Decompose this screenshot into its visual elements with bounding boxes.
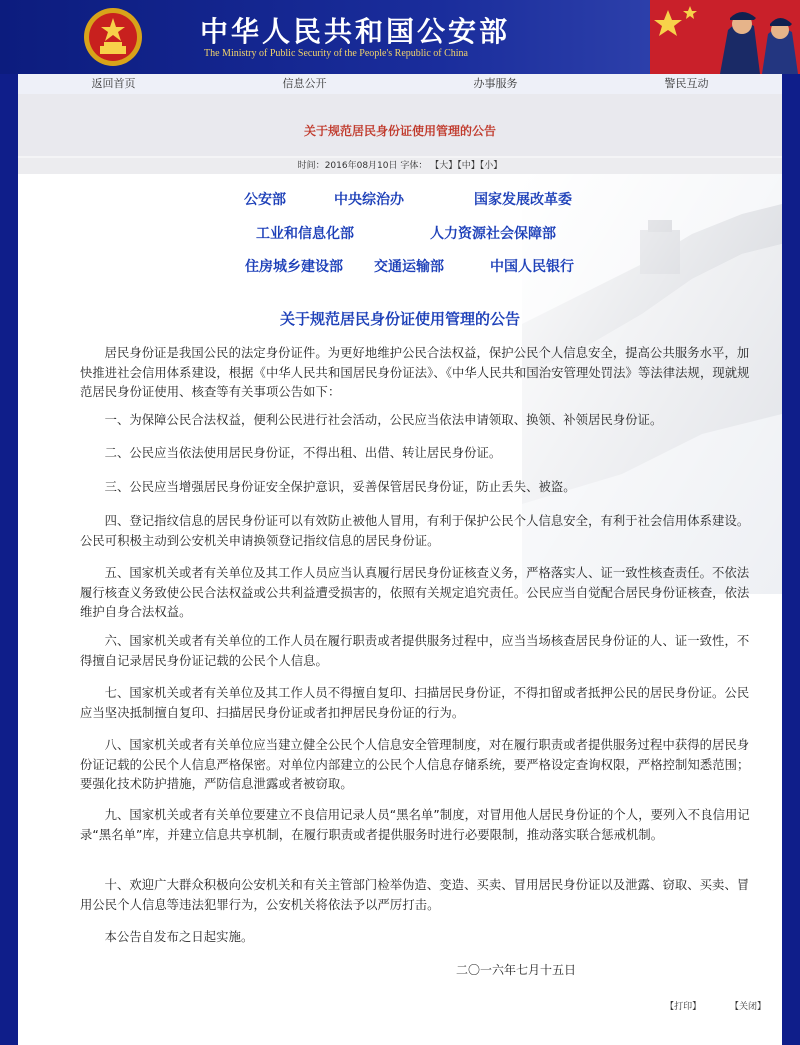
right-border [782,0,800,1045]
paragraph: 四、登记指纹信息的居民身份证可以有效防止被他人冒用，有利于保护公民个人信息安全，有利于社会信用体系建设。公民可积极主动到公安机关申请换领登记指纹信息的居民身份证。 [80,514,750,548]
print-button[interactable]: 【打印】 [665,1002,702,1012]
font-size-large-button[interactable]: 【大】 [430,161,458,171]
close-button[interactable]: 【关闭】 [729,1002,766,1012]
national-emblem-icon [82,6,144,68]
font-label: 字体： [400,161,428,171]
page-title: 关于规范居民身份证使用管理的公告 [303,124,496,138]
main-nav [18,74,782,95]
issuer-item: 公安部 [244,192,286,208]
left-border [0,0,18,1045]
time-label: 时间： [297,161,325,171]
paragraph: 居民身份证是我国公民的法定身份证件。为更好地维护公民合法权益，保护公民个人信息安全，提高公共服务水平，加快推进社会信用体系建设，根据《中华人民共和国居民身份证法》、《中华人民共和国治安管理处罚法》等法律法规，现就规范居民身份证使用、核查等有关事项公告如下： [80,346,750,399]
nav-interaction[interactable]: 警民互动 [664,77,709,90]
paragraph: 本公告自发布之日起实施。 [104,930,254,944]
font-size-small-button[interactable]: 【小】 [479,161,503,171]
paragraph: 八、国家机关或者有关单位应当建立健全公民个人信息安全管理制度，对在履行职责或者提供服务过程中获得的居民身份证记载的公民个人信息严格保密。对单位内部建立的公民个人信息存储系统，要严格设定查询权限，严格控制知悉范围；要强化技术防护措施，严防信息泄露或者被窃取。 [80,738,750,791]
document-heading: 关于规范居民身份证使用管理的公告 [279,310,520,328]
issuer-item: 中国人民银行 [490,259,574,275]
article-meta [18,158,782,174]
paragraph: 九、国家机关或者有关单位要建立不良信用记录人员“黑名单”制度，对冒用他人居民身份证的个人，要列入不良信用记录“黑名单”库，并建立信息共享机制，在履行职责或者提供服务时进行必要限制，推动落实联合惩戒机制。 [80,808,750,842]
paragraph: 七、国家机关或者有关单位及其工作人员不得擅自复印、扫描居民身份证，不得扣留或者抵押公民的居民身份证。公民应当坚决抵制擅自复印、扫描居民身份证或者扣押居民身份证的行为。 [80,686,750,720]
issuer-item: 人力资源社会保障部 [430,226,556,242]
issuer-item: 国家发展改革委 [474,192,572,208]
issuer-item: 住房城乡建设部 [245,259,343,275]
nav-services[interactable]: 办事服务 [473,77,518,90]
paragraph: 六、国家机关或者有关单位的工作人员在履行职责或者提供服务过程中，应当当场核查居民身份证的人、证一致性，不得擅自记录居民身份证记载的公民个人信息。 [80,634,750,668]
paragraph: 三、公民应当增强居民身份证安全保护意识，妥善保管居民身份证，防止丢失、被盗。 [104,480,576,494]
paragraph: 二、公民应当依法使用居民身份证，不得出租、出借、转让居民身份证。 [104,446,502,460]
signing-date: 二〇一六年七月十五日 [456,963,577,977]
article-content [18,174,782,1045]
title-bar [18,94,782,156]
issuer-item: 交通运输部 [374,259,444,275]
flag-banner-icon [650,0,800,74]
site-header [0,0,800,74]
nav-info-public[interactable]: 信息公开 [282,77,327,90]
site-subtitle: The Ministry of Public Security of the People's Republic of China [204,48,468,59]
paragraph: 十、欢迎广大群众积极向公安机关和有关主管部门检举伪造、变造、买卖、冒用居民身份证以及泄露、窃取、买卖、冒用公民个人信息等违法犯罪行为，公安机关将依法予以严厉打击。 [80,878,750,912]
font-size-medium-button[interactable]: 【中】 [457,161,480,171]
nav-home[interactable]: 返回首页 [91,77,136,90]
article-actions [639,999,766,1012]
issuer-item: 中央综治办 [334,192,404,208]
publish-date: 2016年08月10日 [324,161,398,171]
site-title: 中华人民共和国公安部 [200,15,511,48]
issuer-item: 工业和信息化部 [256,226,354,242]
paragraph: 一、为保障公民合法权益，便利公民进行社会活动，公民应当依法申请领取、换领、补领居民身份证。 [104,413,663,427]
paragraph: 五、国家机关或者有关单位及其工作人员应当认真履行居民身份证核查义务，严格落实人、证一致性核查责任。不依法履行核查义务致使公民合法权益或公共利益遭受损害的，依照有关规定追究责任。公民应当自觉配合居民身份证核查，依法维护自身合法权益。 [80,566,750,619]
